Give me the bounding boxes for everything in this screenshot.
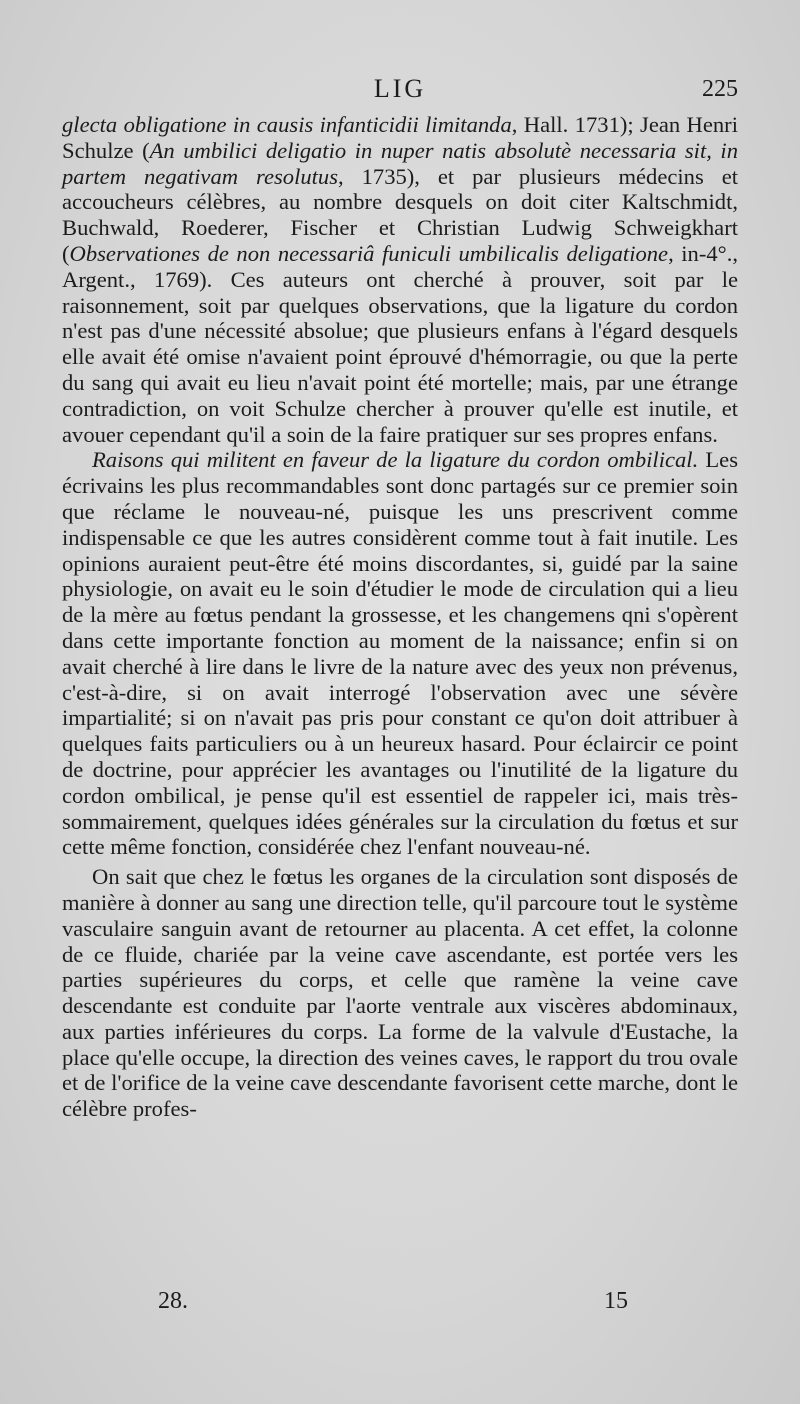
paragraph-2 [62, 447, 738, 860]
paragraph-1 [62, 112, 738, 447]
italic-heading: Raisons qui militent en faveur de la ligature du cordon ombilical. [92, 447, 699, 473]
body-text [62, 112, 738, 1122]
page-footer [62, 1288, 738, 1318]
page-number: 225 [702, 76, 738, 102]
italic-title: An umbilici deligatio in nuper natis absolutè necessaria sit, in partem negativam resolutus [62, 137, 738, 189]
text-run: On sait que chez le fœtus les organes de la circulation sont disposés de manière à donner au sang une direction telle, qu'il parcoure tout le système vasculaire sanguin avant de retourner au placenta. A cet effet, la colonne de ce fluide, chariée par la veine cave ascendante, est portée vers les parties supérieures du corps, et celle que ramène la veine cave descendante est conduite par l'aorte ventrale aux viscères abdominaux, aux parties inférieures du corps. La forme de la valvule d'Eustache, la place qu'elle occupe, la direction des veines caves, le rapport du trou ovale et de l'orifice de la veine cave descendante favorisent cette marche, dont le célèbre profes- [62, 864, 738, 1122]
page-header [62, 74, 738, 108]
running-head: LIG [373, 74, 427, 103]
paragraph-3 [62, 864, 738, 1122]
volume-number: 28. [158, 1288, 188, 1314]
text-run: , in-4°., Argent., 1769). Ces auteurs ont cherché à prouver, soit par le raisonnement, soit par quelques observations, que la ligature du cordon n'est pas d'une nécessité absolue; que plusieurs enfans à l'égard desquels elle avait été omise n'avaient point éprouvé d'hémorragie, ou que la perte du sang qui avait eu lieu n'avait point été mortelle; mais, par une étrange contradiction, on voit Schulze chercher à prouver qu'elle est inutile, et avouer cependant qu'il a soin de la faire pratiquer sur ses propres enfans. [62, 240, 738, 447]
signature-mark: 15 [604, 1288, 628, 1314]
text-run: , 1735), et par plusieurs médecins et accoucheurs célèbres, au nombre desquels on doit citer Kaltschmidt, Buchwald, Roederer, Fischer et Christian Ludwig Schweigkhart ( [62, 163, 739, 266]
text-run: , Hall. 1731); Jean Henri Schulze ( [62, 112, 738, 163]
text-run: Les écrivains les plus recommandables sont donc partagés sur ce premier soin que réclame le nouveau-né, puisque les uns prescrivent comme indispensable ce que les autres considèrent comme tout à fait inutile. Les opinions auraient peut-être été moins discordantes, si, guidé par la saine physiologie, on avait eu le soin d'étudier le mode de circulation qui a lieu de la mère au fœtus pendant la grossesse, et les changemens qni s'opèrent dans cette importante fonction au moment de la naissance; enfin si on avait cherché à lire dans le livre de la nature avec des yeux non prévenus, c'est-à-dire, si on avait interrogé l'observation avec une sévère impartialité; si on n'avait pas pris pour constant ce qu'on doit attribuer à quelques faits particuliers ou à un heureux hasard. Pour éclaircir ce point de doctrine, pour apprécier les avantages ou l'inutilité de la ligature du cordon ombilical, je pense qu'il est essentiel de rappeler ici, mais très-sommairement, quelques idées générales sur la circulation du fœtus et sur cette même fonction, considérée chez l'enfant nouveau-né. [62, 447, 738, 860]
italic-title: glecta obligatione in causis infanticidii limitanda [62, 112, 512, 137]
italic-title: Observationes de non necessariâ funiculi umbilicalis deligatione [69, 240, 669, 266]
